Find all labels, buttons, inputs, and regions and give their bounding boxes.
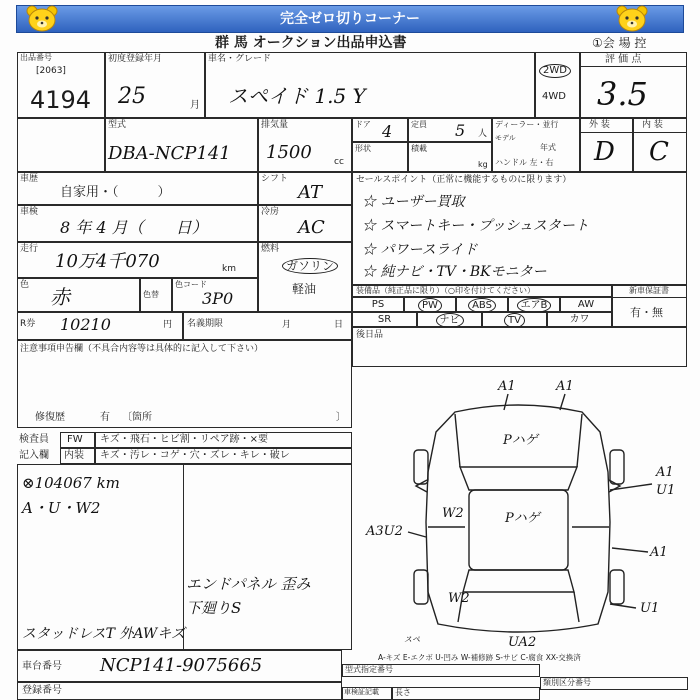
name-deadline-month: 月 [282, 320, 292, 330]
damage-label-spare: スペ [404, 635, 420, 644]
damage-label-right-rear: A1 [650, 545, 668, 560]
displacement-value: 1500 [266, 142, 312, 163]
banner [16, 5, 684, 33]
length-label: 長さ [395, 688, 411, 697]
mileage-label: 走行 [20, 244, 39, 254]
bear-eye [625, 16, 628, 19]
damage-label-left-side: A3U2 [366, 524, 403, 539]
sales-points-label: セールスポイント（正常に機能するものに限ります） [356, 175, 572, 185]
capacity-unit: 人 [478, 129, 488, 139]
name-deadline-day: 日 [334, 320, 344, 330]
score-label: 評 価 点 [605, 54, 642, 65]
repair-location-close: 〕 [336, 412, 346, 423]
damage-legend: A-キズ E-エクボ U-凹み W-補修跡 S-サビ C-腐食 XX-交換済 [378, 653, 581, 662]
drive-2wd: 2WD [539, 64, 571, 78]
equipment-item [560, 297, 612, 312]
equipment-item-label: カワ [569, 314, 590, 325]
load-label: 積載 [411, 144, 427, 153]
damage-label-right-front-2: U1 [656, 483, 676, 498]
inspector-note: ⊗104067 km [22, 474, 120, 492]
bear-eye [635, 16, 638, 19]
exterior-label: 外 装 [589, 120, 610, 130]
bear-icon [24, 3, 60, 33]
displacement-label: 排気量 [261, 120, 289, 130]
first-registration-label: 初度登録年月 [108, 54, 163, 64]
interior-label: 内 装 [642, 120, 663, 130]
recycle-value: 10210 [60, 315, 111, 334]
damage-label-front-left: A1 [498, 379, 516, 394]
doors-label: ドア [355, 120, 371, 129]
chassis-value: NCP141-9075665 [100, 655, 263, 676]
model-value: DBA-NCP141 [108, 143, 231, 164]
fuel-label: 燃料 [261, 244, 280, 254]
bear-icon [614, 3, 650, 33]
damage-label-left-rear: W2 [448, 591, 470, 606]
equipment-item-label: TV [504, 313, 525, 328]
car-damage-diagram [360, 372, 688, 650]
equipment-item [547, 312, 612, 327]
mileage-unit: km [222, 264, 236, 274]
damage-label-right-quarter: U1 [640, 601, 660, 616]
handle-label: ハンドル 左・右 [495, 158, 554, 167]
inspector-row2-code: 内装 [64, 450, 84, 461]
warranty-label: 新車保証書 [629, 286, 669, 295]
color-code-value: 3P0 [202, 289, 234, 308]
color-change-label: 色替 [143, 290, 159, 299]
inspector-note: A・U・W2 [22, 499, 101, 517]
color-label: 色 [20, 280, 30, 290]
recycle-unit: 円 [163, 320, 173, 330]
equipment-item-label: AW [577, 299, 595, 310]
car-name-value: スペイド 1.5 Y [228, 84, 366, 108]
equipment-item [482, 312, 547, 327]
color-cell [17, 278, 140, 312]
registration-label: 登録番号 [22, 685, 62, 696]
damage-label-roof: Pハゲ [505, 511, 540, 526]
registration-cell [17, 682, 342, 700]
fuel-diesel: 軽油 [292, 282, 317, 296]
equipment-item-label: PW [418, 298, 442, 313]
inspector-row1-code: FW [67, 434, 83, 445]
model-label: 型式 [108, 120, 127, 130]
repair-value: 有 [100, 412, 110, 423]
sales-point-item: ☆ スマートキー・プッシュスタート [362, 218, 589, 234]
repair-location-open: 〔箇所 [122, 412, 152, 423]
wheel [414, 450, 428, 484]
equipment-label: 装備品（純正品に限り）（○印を付けてください） [356, 286, 535, 295]
capacity-value: 5 [455, 121, 466, 140]
sales-point-item: ☆ ユーザー買取 [362, 194, 465, 210]
bear-face [29, 9, 55, 31]
lot-number: 4194 [30, 86, 92, 114]
bear-eye [45, 16, 48, 19]
chassis-label: 車台番号 [22, 661, 62, 672]
drive-cell [535, 52, 580, 118]
inspector-row1-label: 検査員 [19, 434, 49, 445]
shift-value: AT [298, 182, 323, 203]
trunk-line [458, 592, 579, 622]
callout-line [408, 394, 652, 608]
bear-eye [35, 16, 38, 19]
windshield [460, 467, 577, 490]
aircon-label: 冷房 [261, 207, 280, 217]
equipment-item [404, 297, 456, 312]
later-items-label: 後日品 [356, 330, 384, 340]
equipment-item-label: SR [377, 314, 392, 325]
equipment-item [456, 297, 508, 312]
lot-code: [2063] [36, 66, 66, 76]
wheel [610, 450, 624, 484]
inspector-row1-terms: キズ・飛石・ヒビ割・リペア跡・×要 [100, 434, 268, 445]
notes-label: 注意事項申告欄（不具合内容等は具体的に記入して下さい） [20, 344, 264, 354]
drive-4wd: 4WD [542, 91, 566, 102]
certificate-label: 車検証記載 [344, 688, 379, 696]
bear-nose [41, 22, 44, 25]
equipment-item-label: ナビ [436, 313, 464, 328]
exterior-value: D [594, 137, 615, 167]
equipment-item-label: ABS [468, 298, 496, 313]
equipment-item [352, 312, 417, 327]
score-value: 3.5 [597, 75, 648, 113]
equipment-item [352, 297, 404, 312]
body-shape-label: 形状 [355, 144, 371, 153]
equipment-item-label: エアB [517, 298, 552, 313]
name-deadline-label: 名義期限 [187, 319, 224, 329]
form-title: 群 馬 オークション出品申込書 [215, 35, 407, 51]
fuel-gasoline: ガソリン [282, 258, 338, 274]
equipment-item [417, 312, 482, 327]
wheel [414, 570, 428, 604]
blank-cell [17, 118, 105, 172]
first-registration-month-unit: 月 [190, 100, 200, 111]
wheel [610, 570, 624, 604]
interior-value: C [649, 137, 669, 167]
type-designation-label: 型式指定番号 [345, 665, 393, 674]
equipment-item [508, 297, 560, 312]
equipment-item-label: PS [371, 299, 385, 310]
notes-divider [183, 464, 184, 650]
aircon-value: AC [298, 217, 325, 238]
recycle-label: R券 [20, 319, 36, 329]
dealer-label: ディーラー・並行 [495, 120, 559, 129]
model-year-label: モデル [495, 134, 516, 142]
inspection-value: 8 年 4 月（ 日） [60, 218, 208, 237]
sales-point-item: ☆ 純ナビ・TV・BKモニター [362, 264, 547, 280]
damage-label-left-door: W2 [442, 506, 464, 521]
car-name-label: 車名・グレード [208, 54, 272, 64]
lot-label: 出品番号 [20, 53, 52, 62]
length-cell [392, 687, 540, 700]
sales-point-item: ☆ パワースライド [362, 242, 478, 258]
later-items-cell [352, 327, 687, 367]
bear-face [619, 9, 645, 31]
banner-title: 完全ゼロ切りコーナー [280, 11, 420, 27]
color-value: 赤 [50, 285, 70, 309]
inspector-note: 下廻りS [186, 599, 242, 617]
inspector-note: スタッドレスT 外AWキズ [22, 626, 186, 642]
damage-label-rear: UA2 [508, 635, 537, 650]
copy-label: ①会 場 控 [592, 36, 647, 50]
year-label: 年式 [540, 143, 556, 152]
repair-label: 修復歴 [35, 412, 65, 423]
displacement-unit: cc [334, 157, 344, 167]
inspector-row2-label: 記入欄 [19, 450, 49, 461]
warranty-value: 有・無 [630, 306, 663, 319]
shift-label: シフト [261, 174, 289, 184]
mileage-value: 10万4千070 [55, 251, 160, 272]
doors-value: 4 [382, 122, 393, 141]
damage-label-front-right: A1 [556, 379, 574, 394]
rear-window [463, 570, 574, 592]
history-label: 車歴 [20, 174, 39, 184]
class-number-label: 類別区分番号 [543, 678, 591, 687]
damage-label-hood: Pハゲ [503, 433, 538, 448]
inspector-row2-terms: キズ・汚レ・コゲ・穴・ズレ・キレ・破レ [100, 450, 290, 461]
first-registration-year: 25 [118, 84, 146, 109]
load-unit: kg [478, 160, 488, 169]
bear-nose [631, 22, 634, 25]
inspection-label: 車検 [20, 207, 39, 217]
damage-label-right-front-1: A1 [656, 465, 674, 480]
inspector-note: エンドパネル 歪み [186, 575, 311, 593]
history-value: 自家用・（ ） [60, 185, 171, 200]
capacity-label: 定員 [411, 120, 427, 129]
roof [469, 490, 568, 570]
color-code-label: 色コード [175, 280, 207, 289]
